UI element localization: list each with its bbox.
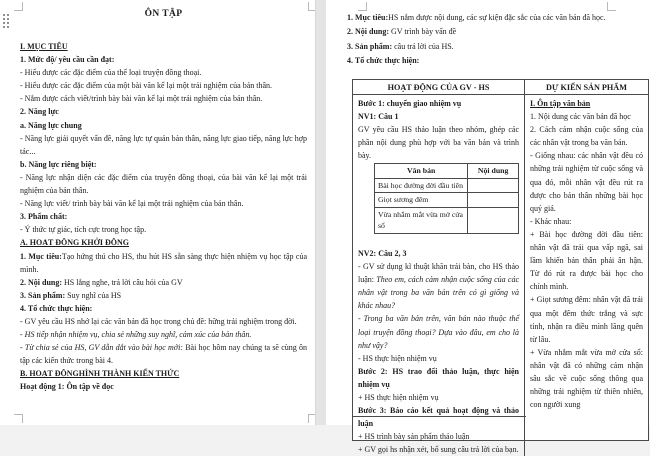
paragraph bbox=[358, 110, 519, 123]
paragraph bbox=[20, 105, 307, 118]
paragraph bbox=[20, 302, 307, 315]
text-run: - Năng lực nhận diện các đặc điểm của truyện đồng thoại, của bài văn kể lại một trải nghiệm của bản thân. bbox=[20, 172, 307, 196]
paragraph bbox=[20, 210, 307, 223]
margin-crop-mark bbox=[358, 2, 367, 11]
inner-table-row bbox=[375, 207, 519, 233]
text-run: - Nắm được cách viết/trình bày bài văn kể lại một trải nghiệm của bản thân. bbox=[20, 94, 263, 104]
paragraph bbox=[20, 276, 307, 289]
text-run: - Hiểu được các đặc điểm của một bài văn kể lại một trải nghiệm của bản thân. bbox=[20, 81, 273, 91]
text-run: 1. Nội dung các văn bản đã học bbox=[530, 112, 631, 122]
text-run: Theo em, cách cảm nhận cuộc sống của các nhân vật trong ba văn bản trên có gì giống và khác nhau? bbox=[358, 275, 520, 311]
activity-table-header-left: HOẠT ĐỘNG CỦA GV - HS bbox=[353, 80, 525, 94]
paragraph bbox=[358, 443, 519, 456]
paragraph bbox=[358, 365, 519, 391]
paragraph bbox=[347, 54, 613, 68]
text-run: 3. Phẩm chất: bbox=[20, 212, 68, 222]
text-run: 1. Mức độ/ yêu cầu cần đạt: bbox=[20, 55, 115, 65]
paragraph bbox=[347, 40, 613, 54]
paragraph bbox=[20, 53, 307, 66]
text-run: GV trình bày vấn đề bbox=[389, 27, 457, 37]
text-run: + Giọt sương đêm: nhân vật đã trải qua một đêm thức trắng và sực tỉnh, nhận ra điều mình lãng quên từ lâu. bbox=[530, 295, 643, 344]
paragraph bbox=[530, 228, 643, 293]
text-run: 2. Năng lực bbox=[20, 107, 59, 117]
lesson-plan-body bbox=[20, 40, 307, 394]
inner-table-row bbox=[375, 178, 519, 193]
text-run: - Giống nhau: các nhân vật đều có những trải nghiệm từ cuộc sống và qua đó, mỗi nhân vật đều rút ra được cho bản thân những bài học quý giá. bbox=[530, 151, 643, 213]
paragraph bbox=[358, 247, 519, 260]
paragraph bbox=[20, 79, 307, 92]
text-run: - HS thực hiện nhiệm vụ bbox=[358, 353, 437, 363]
text-run: + Vừa nhắm mắt vừa mở cửa sổ: nhân vật đã có những cảm nhận sâu sắc về cuộc sống thông qua những trải nghiệm từ thiên nhiên, con người xung bbox=[530, 347, 643, 410]
margin-crop-mark bbox=[14, 414, 23, 423]
paragraph bbox=[358, 391, 519, 404]
paragraph bbox=[20, 341, 307, 367]
paragraph bbox=[530, 215, 643, 228]
text-run: - GV yêu cầu HS nhớ lại các văn bản đã học trong chủ đề: hững trải nghiệm trong đời. bbox=[20, 316, 297, 326]
paragraph bbox=[20, 367, 307, 380]
paragraph bbox=[530, 97, 643, 110]
page-title: ÔN TẬP bbox=[144, 9, 183, 19]
text-run: 4. Tổ chức thực hiện: bbox=[20, 303, 93, 313]
table-page-break-border bbox=[352, 416, 526, 417]
text-run: 3. Sản phẩm: bbox=[20, 290, 66, 300]
paragraph bbox=[358, 260, 519, 312]
text-run: 2. Nội dung: bbox=[20, 277, 63, 287]
activity-table-cell-gv-hs bbox=[353, 95, 525, 456]
inner-table-cell bbox=[468, 178, 519, 193]
text-run: - Từ chia sẻ của HS, GV dẫn dắt vào bài học mới: bbox=[20, 343, 186, 353]
text-run: I. Ôn tập văn bản bbox=[530, 99, 591, 108]
paragraph bbox=[20, 315, 307, 328]
text-run: câu trả lời của HS. bbox=[392, 41, 454, 51]
text-run: - GV sử dụng kĩ thuật khăn trải bàn, cho HS thảo luận: bbox=[358, 262, 519, 285]
text-run: 1. Mục tiêu: bbox=[20, 251, 62, 261]
inner-table-header-row bbox=[375, 164, 519, 179]
text-run: 2. Cách cảm nhận cuộc sống của các nhân vật trong ba văn bản. bbox=[530, 125, 643, 148]
activity-table bbox=[352, 79, 649, 455]
activity-intro bbox=[347, 11, 613, 69]
inner-table-cell bbox=[468, 193, 519, 208]
text-run: a. Năng lực chung bbox=[20, 120, 82, 130]
text-run: 2. Nội dung: bbox=[347, 27, 390, 37]
text-run: b. Năng lực riêng biệt: bbox=[20, 159, 97, 169]
paragraph bbox=[20, 40, 307, 53]
text-run: Bước 3: Báo cáo kết quả hoạt động và thảo luận bbox=[358, 406, 519, 429]
activity-table-cell-du-kien bbox=[525, 95, 648, 456]
text-run: HS nắm được nội dung, các sự kiện đặc sắc của các văn bản đã học. bbox=[388, 13, 606, 22]
inner-table-header: Văn bản bbox=[375, 164, 468, 179]
paragraph bbox=[20, 66, 307, 79]
blank-line bbox=[358, 235, 519, 247]
text-run: + GV gọi hs nhận xét, bổ sung câu trả lời của bạn. bbox=[358, 445, 519, 455]
paragraph bbox=[20, 197, 307, 210]
paragraph bbox=[20, 171, 307, 197]
text-run: Tạo hứng thú cho HS, thu hút HS sẵn sàng thực hiện nhiệm vụ học tập của mình. bbox=[20, 251, 307, 274]
text-run: Bước 2: HS trao đổi thảo luận, thực hiện nhiệm vụ bbox=[358, 366, 519, 389]
text-run: - Năng lực giải quyết vấn đề, năng lực tự quản bản thân, năng lực giao tiếp, năng lực hợp tác... bbox=[20, 133, 307, 156]
text-run: - HS tiếp nhận nhiệm vụ, chia sẻ những suy nghĩ, cảm xúc của bản thân. bbox=[20, 330, 252, 340]
text-run: + Bài học đường đời đầu tiên: nhân vật đã trải qua vấp ngã, sai lầm khiến bản thân phải ân hận. Từ đó rút ra được bài học cho chính mình. bbox=[530, 229, 643, 292]
inner-table-cell: Giọt sương đêm bbox=[375, 193, 468, 208]
activity-table-header-right: DỰ KIẾN SẢN PHẨM bbox=[546, 83, 627, 92]
text-run: GV yêu cầu HS thảo luận theo nhóm, ghép các phần nội dung phù hợp với ba văn bản và trình bày. bbox=[358, 125, 519, 161]
inner-table-cell: Vừa nhắm mắt vừa mở cửa sổ bbox=[375, 207, 468, 233]
inner-table-cell: Bài học đường đời đầu tiên bbox=[375, 178, 468, 193]
text-run: Suy nghĩ của HS bbox=[65, 290, 122, 300]
inner-table-header: Nội dung bbox=[468, 164, 519, 179]
text-run: - Năng lực viết/ trình bày bài văn kể lại một trải nghiệm của bản thân. bbox=[20, 199, 244, 209]
document-page-1 bbox=[0, 0, 315, 425]
text-run: HS lắng nghe, trả lời câu hỏi của GV bbox=[62, 277, 183, 287]
paragraph bbox=[20, 223, 307, 236]
paragraph bbox=[20, 119, 307, 132]
activity-table-body-row bbox=[353, 95, 648, 456]
text-run: Hoạt động 1: Ôn tập về đọc bbox=[20, 382, 114, 392]
text-run: 1. Mục tiêu: bbox=[347, 13, 389, 22]
text-run: B. HOẠT ĐỘNGHÌNH THÀNH KIẾN THỨC bbox=[20, 369, 180, 379]
paragraph bbox=[20, 92, 307, 105]
paragraph bbox=[530, 346, 643, 411]
text-run: - Trong ba văn bản trên, văn bản nào thuộc thể loại truyện đồng thoại? Dựa vào đâu, em cho là như vậy? bbox=[358, 314, 519, 350]
paragraph bbox=[20, 289, 307, 302]
paragraph bbox=[20, 328, 307, 341]
document-page-2 bbox=[326, 0, 650, 455]
paragraph bbox=[530, 149, 643, 214]
paragraph bbox=[358, 404, 519, 430]
inner-table bbox=[374, 163, 519, 234]
text-run: - Ý thức tự giác, tích cực trong học tập. bbox=[20, 225, 147, 235]
paragraph bbox=[20, 380, 307, 393]
paragraph bbox=[20, 250, 307, 276]
text-run: - Khác nhau: bbox=[530, 216, 572, 226]
drag-handle-icon[interactable] bbox=[3, 14, 5, 16]
inner-table-row bbox=[375, 193, 519, 208]
paragraph bbox=[347, 25, 613, 39]
text-run: Bài học hôm nay chúng ta sẽ cùng ôn tập các kiến thức trong bài 4. bbox=[20, 343, 307, 366]
paragraph bbox=[358, 97, 519, 110]
activity-table-header-row bbox=[353, 80, 648, 95]
margin-crop-mark bbox=[607, 2, 616, 11]
text-run: NV1: Câu 1 bbox=[358, 112, 399, 122]
text-run: + HS trình bày sản phẩm thảo luận bbox=[358, 432, 470, 442]
paragraph bbox=[358, 430, 519, 443]
paragraph bbox=[347, 11, 613, 25]
paragraph bbox=[530, 293, 643, 345]
paragraph bbox=[530, 123, 643, 149]
text-run: Bước 1: chuyển giao nhiệm vụ bbox=[358, 99, 462, 108]
paragraph bbox=[20, 132, 307, 158]
text-run: - Hiểu được các đặc điểm của thể loại truyện đồng thoại. bbox=[20, 68, 202, 78]
paragraph bbox=[358, 352, 519, 365]
paragraph bbox=[358, 123, 519, 162]
text-run: + HS thực hiện nhiệm vụ bbox=[358, 393, 439, 402]
inner-table-cell bbox=[468, 207, 519, 233]
paragraph bbox=[20, 158, 307, 171]
text-run: A. HOẠT ĐỘNG KHỞI ĐỘNG bbox=[20, 238, 129, 248]
text-run: I. MỤC TIÊU bbox=[20, 42, 68, 51]
paragraph bbox=[20, 236, 307, 249]
paragraph bbox=[530, 110, 643, 123]
text-run: NV2: Câu 2, 3 bbox=[358, 248, 407, 258]
text-run: 4. Tổ chức thực hiện: bbox=[347, 56, 420, 66]
text-run: 3. Sản phẩm: bbox=[347, 41, 393, 51]
paragraph bbox=[358, 312, 519, 351]
